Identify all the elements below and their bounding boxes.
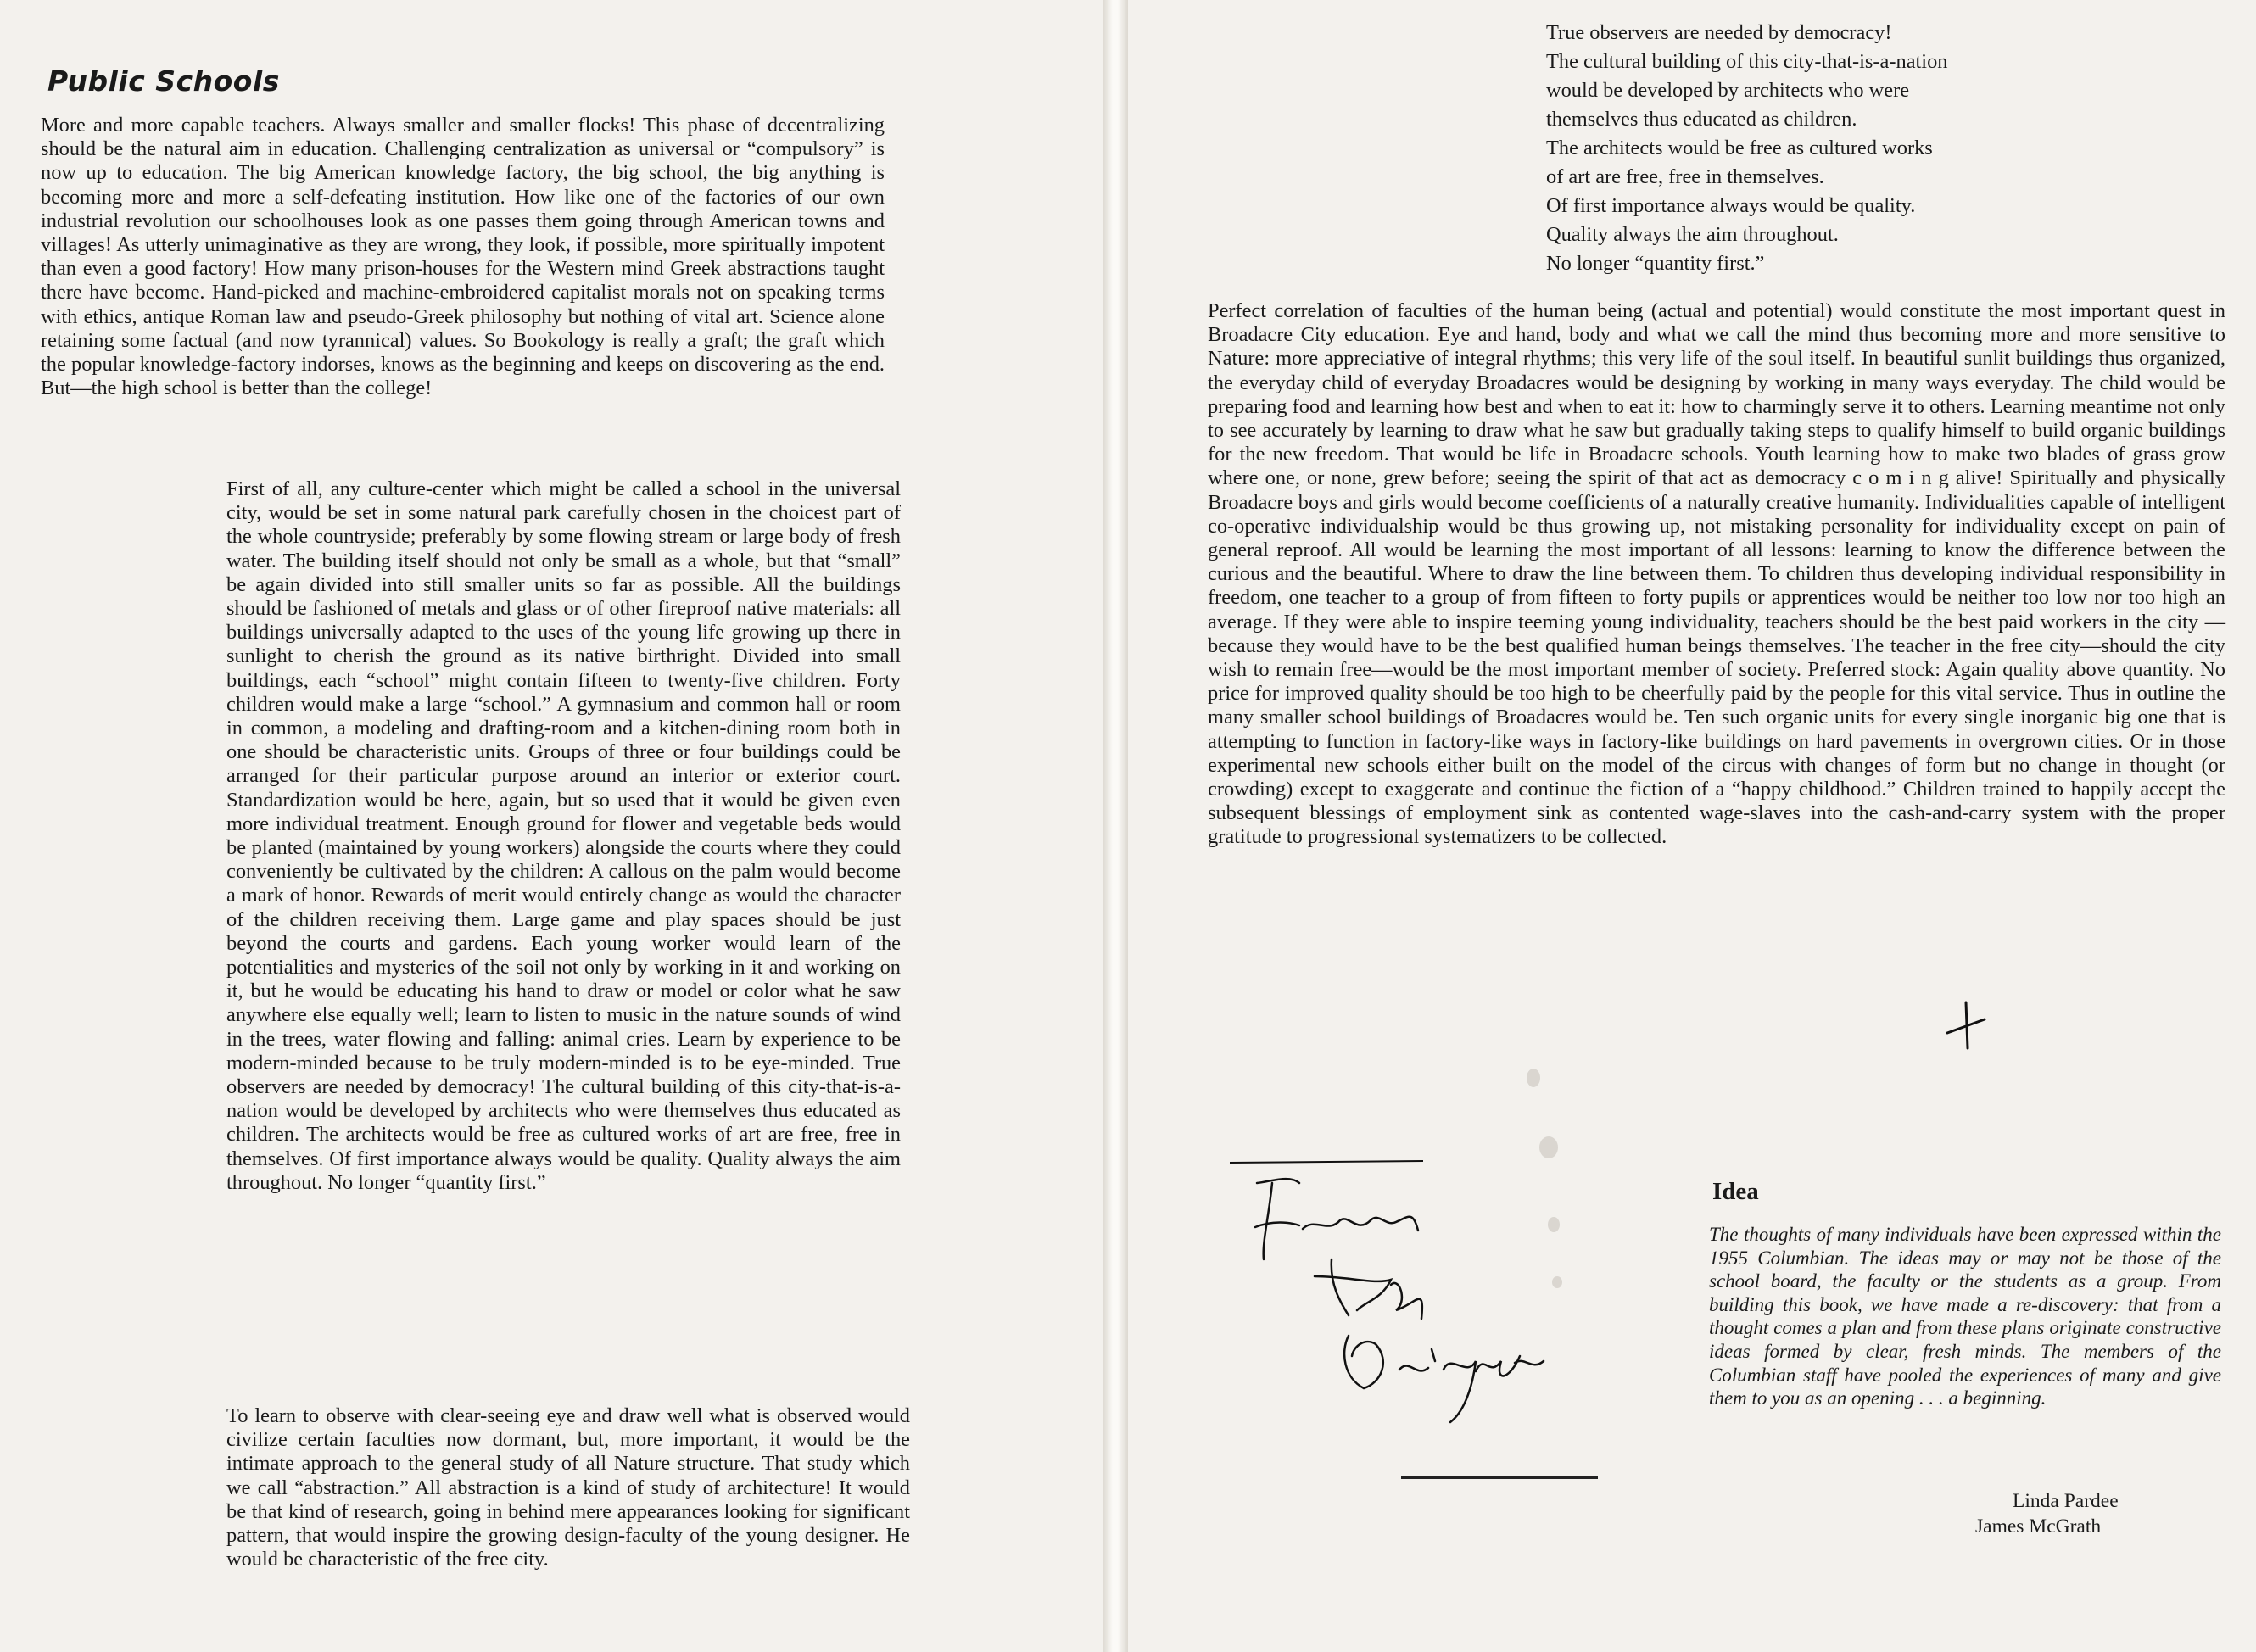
ink-smudge xyxy=(1527,1069,1540,1087)
observation-paragraph: To learn to observe with clear-seeing eye and draw well what is observed would civilize certain faculties now dormant, but, more important, it would be the intimate approach to the general study of all Nature structure. That study which we call “abstraction.” All abstraction is a kind of study of architecture! It would be that kind of research, going in behind mere appearances looking for significant pattern, that would inspire the growing design-faculty of the young designer. He would be characteristic of the free city. xyxy=(226,1404,910,1571)
school-paragraph: First of all, any culture-center which might be called a school in the universal city, would be set in some natural park carefully chosen in the choicest part of the whole countryside; preferably by some flowing stream or large body of fresh water. The building itself should not only be small as a whole, but that “small” be again divided into still smaller units so far as possible. All the buildings should be fashioned of metals and glass or of other fireproof native materials: all buildings universally adapted to the uses of the young life growing up there in sunlight to cherish the ground as its native birthright. Divided into small buildings, each “school” might contain fifteen to twenty-five children. Forty children would make a large “school.” A gymnasium and common hall or room in common, a modeling and drafting-room and a kitchen-dining room both in one should be characteristic units. Groups of three or four buildings could be arranged for their particular purpose around an interior or exterior court. Standardization would be here, again, but so used that it would be given even more individual treatment. Enough ground for flower and vegetable beds would be planted (maintained by young workers) alongside the courts where they could conveniently be cultivated by the children: A callous on the palm would become a mark of honor. Rewards of merit would entirely change as would the character of the children receiving them. Large game and play spaces should be just beyond the courts and gardens. Each young worker would learn of the potentialities and mysteries of the soil not only by working in it and working on it, but he would be educating his hand to draw or model or color what he saw anywhere else equally well; learn to listen to music in the nature sounds of wind in the trees, water flowing and falling: animal cries. Learn by experience to be modern-minded because to be truly modern-minded is to be eye-minded. True observers are needed by democracy! The cultural building of this city-that-is-a-nation would be developed by architects who were themselves thus educated as children. The architects would be free as cultured works of art are free, free in themselves. Of first importance always would be quality. Quality always the aim throughout. No longer “quantity first.” xyxy=(226,477,901,1194)
signature xyxy=(1221,1149,1578,1446)
author-name: James McGrath xyxy=(1975,1515,2102,1538)
pull-quote-line: No longer “quantity first.” xyxy=(1546,252,1765,275)
idea-text: The thoughts of many individuals have been expressed within the 1955 Columbian. The ideas may or may not be those of the school board, the faculty or the students as a group. From building this book, we have made a re-discovery: that from a thought comes a plan and from these plans originate constructive ideas formed by clear, fresh minds. The members of the Columbian staff have pooled the experiences of many and give them to you as an opening . . . a beginning. xyxy=(1709,1224,2221,1409)
pull-quote-line: The architects would be free as cultured works xyxy=(1546,137,1933,159)
author-name: Linda Pardee xyxy=(2013,1490,2119,1512)
pen-mark xyxy=(1940,999,1991,1058)
pull-quote-line: would be developed by architects who were xyxy=(1546,79,1910,102)
pull-quote-line: Quality always the aim throughout. xyxy=(1546,223,1839,246)
broadacre-paragraph: Perfect correlation of faculties of the human being (actual and potential) would constitute the most important quest in Broadacre City education. Eye and hand, body and what we call the mind thus becoming more and more sensitive to Nature: more appreciative of integral rhythms; this very life of the soul itself. In beautiful sunlit buildings thus organized, the everyday child of everyday Broadacres would be designing by working in many ways everyday. The child would be preparing food and learning how best and when to eat it: how to charmingly serve it to others. Learning meantime not only to see accurately by learning to draw what he saw but gradually taking steps to qualify himself to build organic buildings for the new freedom. That would be life in Broadacre schools. Youth learning how to make two blades of grass grow where one, or none, grew before; seeing the spirit of that act as democracy c o m i n g alive! Spiritually and physically Broadacre boys and girls would become coefficients of a naturally creative humanity. Individualities capable of intelligent co-operative individualship would be thus growing up, not mistaking personality for individuality except on pain of general reproof. All would be learning the most important of all lessons: learning to know the difference between the curious and the beautiful. Where to draw the line between them. To children thus developing individual responsibility in freedom, one teacher to a group of from fifteen to forty pupils or apprentices would be neither too low nor too high an average. If they were able to inspire teeming young individuality, teachers should be the best paid workers in the city — because they would have to be the best qualified human beings themselves. The teacher in the free city—should the city wish to remain free—would be the most important member of society. Preferred stock: Again quality above quantity. No price for improved quality should be too high to be cheerfully paid by the people for this vital service. Thus in outline the many smaller school buildings of Broadacres would be. Ten such organic units for every single inorganic big one that is attempting to function in factory-like ways in factory-like buildings on hard pavements in overgrown cities. Or in those experimental new schools either built on the model of the circus with changes of form but no change in thought (or crowding) except to exaggerate and continue the fiction of a “happy childhood.” Children trained to happily accept the subsequent blessings of employment sink as contented wage-slaves into the cash-and-carry system with the proper gratitude to progressional systematizers to be collected. xyxy=(1208,299,2225,849)
pull-quote xyxy=(1546,19,2089,278)
pull-quote-line: Of first importance always would be quality. xyxy=(1546,194,1916,217)
pull-quote-line: True observers are needed by democracy! xyxy=(1546,21,1892,44)
pull-quote-line: The cultural building of this city-that-is-a-nation xyxy=(1546,50,1948,73)
intro-paragraph: More and more capable teachers. Always smaller and smaller flocks! This phase of decentralizing should be the natural aim in education. Challenging centralization as universal or “compulsory” is now up to education. The big American knowledge factory, the big school, the big anything is becoming more and more a self-defeating institution. How like one of the factories of our own industrial revolution our schoolhouses look as one passes them going through American towns and villages! As utterly unimaginative as they are wrong, they look, if possible, more spiritually impotent than even a good factory! How many prison-houses for the Western mind Greek abstractions taught there have become. Hand-picked and machine-embroidered capitalist morals not on speaking terms with ethics, antique Roman law and pseudo-Greek philosophy but nothing of vital art. Science alone retaining some factual (and now tyrannical) values. So Bookology is really a graft; the graft which the popular knowledge-factory indorses, knows as the beginning and keeps on discovering as the end. But—the high school is better than the college! xyxy=(41,114,885,400)
page-title: Public Schools xyxy=(47,64,280,98)
pull-quote-line: themselves thus educated as children. xyxy=(1546,108,1857,131)
idea-heading: Idea xyxy=(1712,1178,1759,1205)
signature-rule xyxy=(1401,1476,1598,1479)
pull-quote-line: of art are free, free in themselves. xyxy=(1546,165,1824,188)
page-gutter xyxy=(1103,0,1128,1652)
